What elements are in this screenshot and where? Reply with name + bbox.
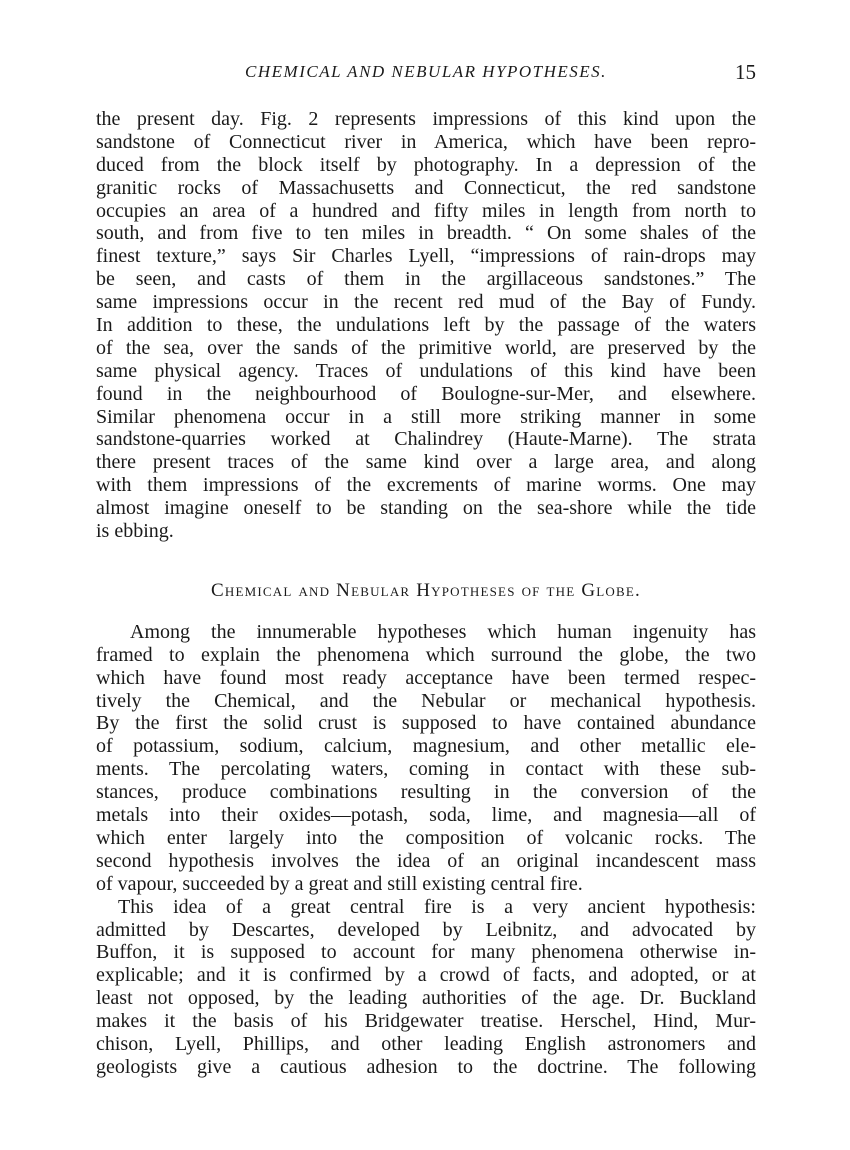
text-line: is ebbing.: [96, 520, 174, 543]
text-line: of vapour, succeeded by a great and still existing central fire.: [96, 872, 583, 895]
text-line: second hypothesis involves the idea of an original incandescent mass: [96, 849, 756, 872]
text-line: the present day. Fig. 2 represents impressions of this kind upon the: [96, 108, 756, 130]
text-line: stances, produce combinations resulting in the conversion of the: [96, 781, 756, 804]
text-line: metals into their oxides—potash, soda, lime, and magnesia—all of: [96, 804, 756, 827]
text-line: found in the neighbourhood of Boulogne-sur-Mer, and elsewhere.: [96, 382, 756, 405]
text-line: occupies an area of a hundred and fifty miles in length from north to: [96, 199, 756, 222]
text-line: be seen, and casts of them in the argillaceous sandstones.” The: [96, 268, 756, 291]
text-line: same impressions occur in the recent red mud of the Bay of Fundy.: [96, 291, 756, 314]
section-heading: Chemical and Nebular Hypotheses of the Globe.: [211, 579, 641, 601]
paragraph-continued: [96, 108, 756, 543]
text-line: explicable; and it is confirmed by a crowd of facts, and adopted, or at: [96, 964, 756, 987]
text-line: tively the Chemical, and the Nebular or mechanical hypothesis.: [96, 689, 756, 712]
text-line: framed to explain the phenomena which surround the globe, the two: [96, 643, 756, 666]
text-line: there present traces of the same kind over a large area, and along: [96, 451, 756, 474]
text-line: granitic rocks of Massachusetts and Connecticut, the red sandstone: [96, 176, 756, 199]
text-line: Buffon, it is supposed to account for many phenomena otherwise in-: [96, 941, 756, 964]
text-line: sandstone of Connecticut river in America, which have been repro-: [96, 130, 756, 153]
running-head: [96, 62, 756, 88]
text-line: sandstone-quarries worked at Chalindrey (Haute-Marne). The strata: [96, 428, 756, 451]
text-line: finest texture,” says Sir Charles Lyell, “impressions of rain-drops may: [96, 245, 756, 268]
text-line: chison, Lyell, Phillips, and other leading English astronomers and: [96, 1032, 756, 1055]
text-line: By the first the solid crust is supposed to have contained abundance: [96, 712, 756, 735]
text-line: ments. The percolating waters, coming in contact with these sub-: [96, 758, 756, 781]
paragraph: [96, 621, 756, 896]
text-line: geologists give a cautious adhesion to the doctrine. The following: [96, 1055, 756, 1078]
text-line: which have found most ready acceptance have been termed respec-: [96, 666, 756, 689]
text-line: which enter largely into the composition of volcanic rocks. The: [96, 826, 756, 849]
text-line: of potassium, sodium, calcium, magnesium, and other metallic ele-: [96, 735, 756, 758]
text-line: duced from the block itself by photography. In a depression of the: [96, 153, 756, 176]
text-line: with them impressions of the excrements of marine worms. One may: [96, 474, 756, 497]
text-line: makes it the basis of his Bridgewater treatise. Herschel, Hind, Mur-: [96, 1010, 756, 1033]
text-line: least not opposed, by the leading authorities of the age. Dr. Buckland: [96, 987, 756, 1010]
text-line: Among the innumerable hypotheses which human ingenuity has: [130, 620, 756, 643]
text-line: south, and from five to ten miles in breadth. “ On some shales of the: [96, 222, 756, 245]
text-line: In addition to these, the undulations left by the passage of the waters: [96, 314, 756, 337]
text-line: same physical agency. Traces of undulations of this kind have been: [96, 359, 756, 382]
text-line: Similar phenomena occur in a still more striking manner in some: [96, 405, 756, 428]
text-line: of the sea, over the sands of the primitive world, are preserved by the: [96, 336, 756, 359]
running-title: CHEMICAL AND NEBULAR HYPOTHESES.: [245, 62, 607, 81]
text-line: almost imagine oneself to be standing on the sea-shore while the tide: [96, 497, 756, 520]
paragraph: [96, 896, 756, 1079]
text-line: This idea of a great central fire is a very ancient hypothesis:: [118, 895, 756, 918]
text-line: admitted by Descartes, developed by Leibnitz, and advocated by: [96, 918, 756, 941]
page-number: 15: [735, 60, 756, 84]
body-text: [96, 108, 756, 1079]
